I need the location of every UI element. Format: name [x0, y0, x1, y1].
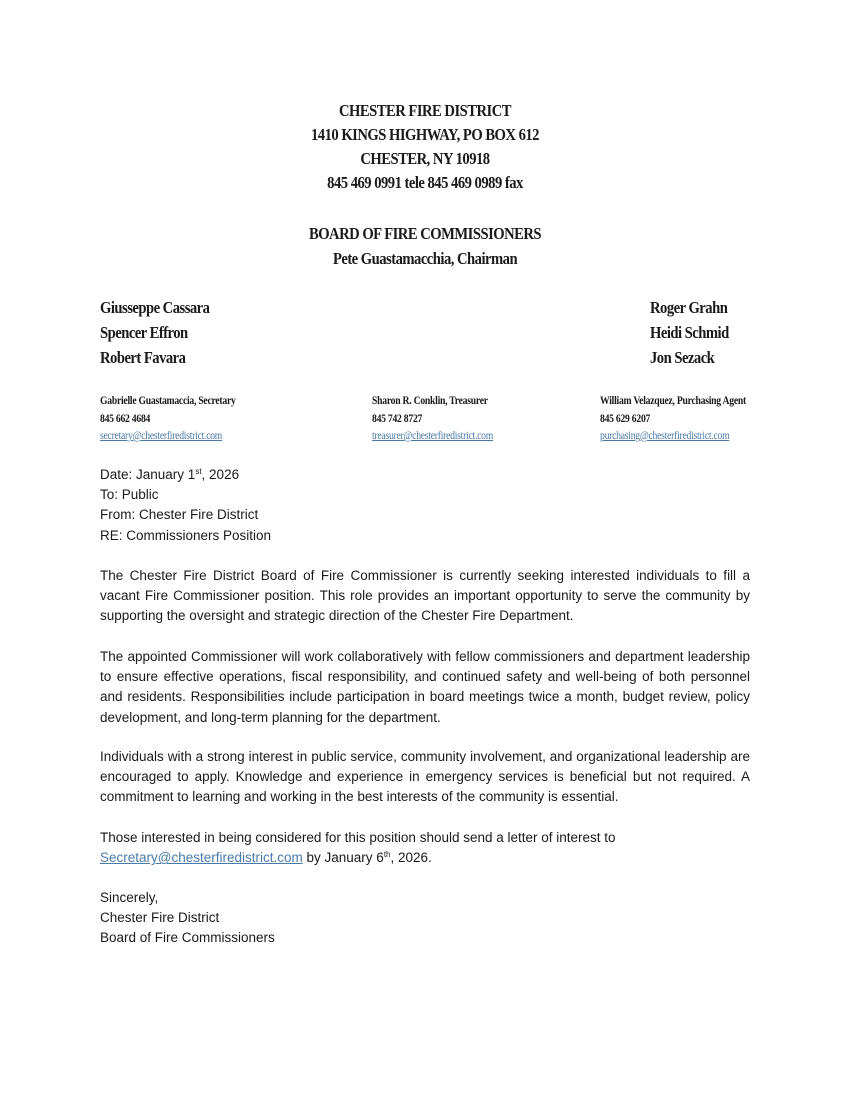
officer-title: Sharon R. Conklin, Treasurer: [372, 395, 488, 407]
signoff-line-1: Chester Fire District: [100, 910, 220, 926]
commissioner-name: Jon Sezack: [650, 348, 715, 367]
commissioner-name: Roger Grahn: [650, 298, 728, 317]
memo-from: From: Chester Fire District: [100, 507, 259, 523]
officer-phone: 845 662 4684: [100, 412, 151, 425]
officer-secretary: [100, 393, 236, 446]
commissioner-name: Spencer Effron: [100, 323, 188, 342]
officer-title: William Velazquez, Purchasing Agent: [600, 395, 746, 407]
officer-phone: 845 629 6207: [600, 412, 651, 425]
officer-phone: 845 742 8727: [372, 412, 423, 425]
memo-re: RE: Commissioners Position: [100, 527, 272, 543]
commissioner-name: Heidi Schmid: [650, 323, 729, 342]
memo-header: [100, 465, 750, 546]
memo-date: Date: January 1st, 2026: [100, 467, 240, 482]
treasurer-email-link[interactable]: treasurer@chesterfiredistrict.com: [372, 430, 494, 442]
address-line-1: 1410 KINGS HIGHWAY, PO BOX 612: [311, 125, 539, 144]
board-title: BOARD OF FIRE COMMISSIONERS: [308, 224, 542, 243]
letterhead: [60, 99, 791, 195]
board-heading: [60, 221, 791, 271]
paragraph-1: The Chester Fire District Board of Fire Commissioner is currently seeking interested individuals to fill a vacant Fire Commissioner position. This role provides an important opportunity to serve the community by supporting the oversight and strategic direction of the Chester Fire Department.: [100, 568, 750, 624]
signoff-line-2: Board of Fire Commissioners: [100, 930, 275, 946]
officer-treasurer: [372, 393, 493, 446]
memo-to: To: Public: [100, 487, 159, 503]
commissioner-name: Robert Favara: [100, 348, 186, 367]
phone-line: 845 469 0991 tele 845 469 0989 fax: [327, 173, 523, 192]
purchasing-email-link[interactable]: purchasing@chesterfiredistrict.com: [600, 430, 730, 442]
commissioner-name: Giusseppe Cassara: [100, 298, 210, 317]
officer-title: Gabrielle Guastamaccia, Secretary: [100, 395, 236, 407]
officer-purchasing: [600, 393, 746, 446]
org-name: CHESTER FIRE DISTRICT: [339, 101, 511, 120]
commissioners-right: [650, 295, 729, 370]
address-line-2: CHESTER, NY 10918: [360, 149, 490, 168]
chairman: Pete Guastamacchia, Chairman: [332, 249, 518, 268]
application-email-link[interactable]: Secretary@chesterfiredistrict.com: [100, 850, 303, 866]
closing-paragraph: Those interested in being considered for this position should send a letter of interest to Secretary@chesterfiredistrict.com by January 6th, 2026.: [100, 828, 750, 868]
paragraph-3: Individuals with a strong interest in public service, community involvement, and organizational leadership are encouraged to apply. Knowledge and experience in emergency services is beneficial but not required. A commitment to learning and working in the best interests of the community is essential.: [100, 749, 750, 805]
paragraph-2: The appointed Commissioner will work collaboratively with fellow commissioners and department leadership to ensure effective operations, fiscal responsibility, and continued safety and well-being of both personnel and residents. Responsibilities include participation in board meetings twice a month, budget review, policy development, and long-term planning for the department.: [100, 649, 750, 725]
commissioners-left: [100, 295, 209, 370]
signoff: [100, 888, 750, 949]
closing-text: Those interested in being considered for this position should send a letter of interest to: [100, 830, 616, 845]
secretary-email-link[interactable]: secretary@chesterfiredistrict.com: [100, 430, 223, 442]
salutation: Sincerely,: [100, 890, 159, 905]
